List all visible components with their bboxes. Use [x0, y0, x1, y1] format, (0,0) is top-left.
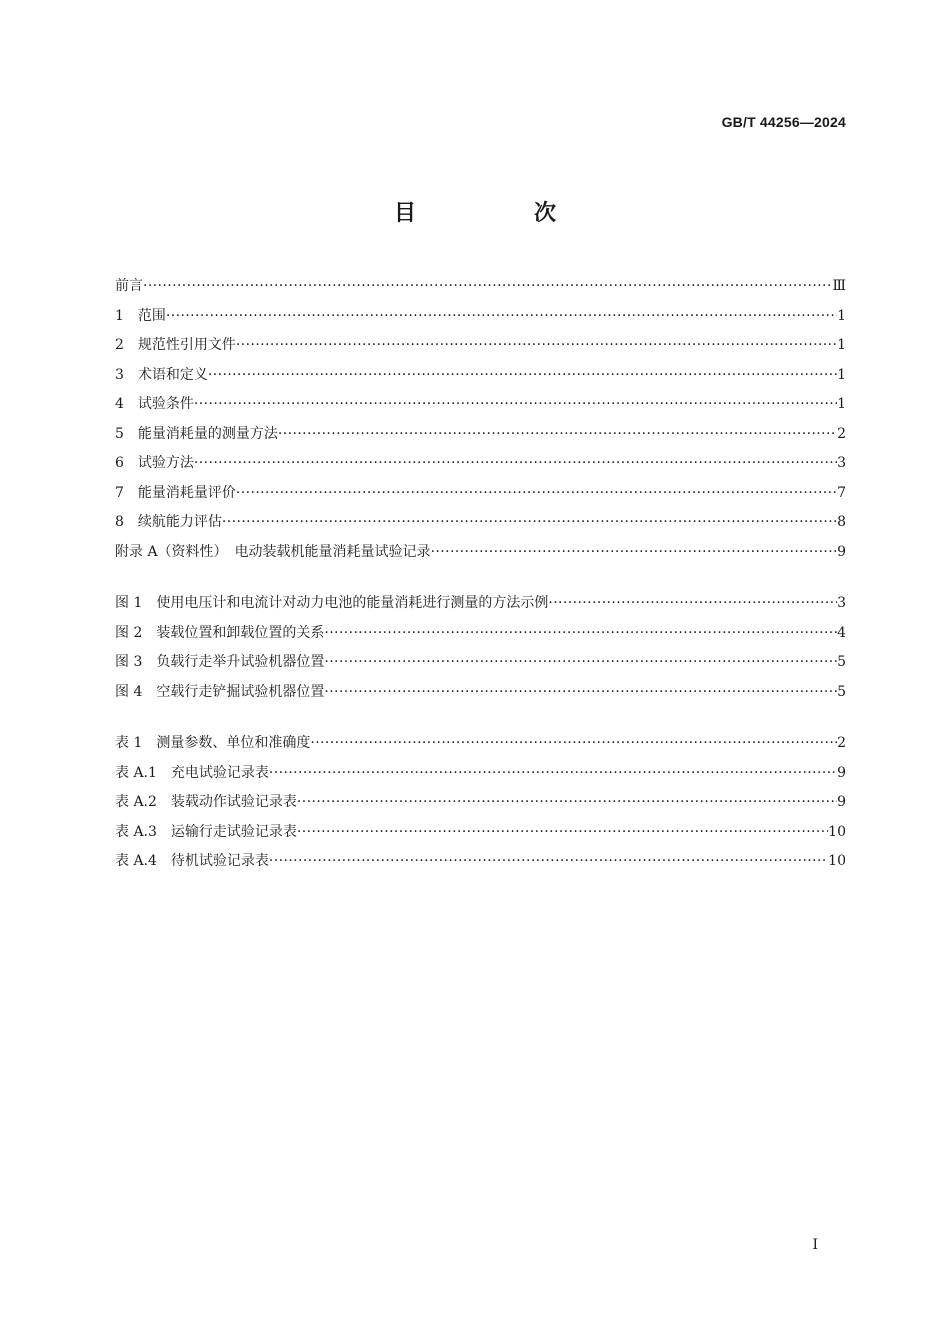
dot-leader	[222, 508, 837, 538]
toc-entry-table-a4[interactable]	[115, 847, 846, 877]
toc-entry-label: 电动装载机能量消耗量试验记录	[234, 543, 431, 560]
toc-entry-label: 空载行走铲掘试验机器位置	[156, 683, 325, 700]
dot-leader	[269, 847, 828, 877]
dot-leader	[431, 538, 838, 568]
toc-entry-page: 10	[828, 853, 846, 869]
toc-group-tables	[115, 729, 846, 877]
dot-leader	[269, 759, 837, 789]
dot-leader	[310, 729, 837, 759]
toc-entry-label: 术语和定义	[137, 366, 208, 383]
dot-leader	[324, 678, 837, 708]
dot-leader	[236, 331, 837, 361]
toc-entry-label: 范围	[137, 307, 166, 324]
toc-entry-number: 表 A.3	[115, 823, 171, 840]
toc-entry-table-a3[interactable]	[115, 818, 846, 848]
toc-entry-scope[interactable]	[115, 302, 846, 332]
toc-entry-page: 5	[837, 654, 846, 670]
toc-entry-test-conditions[interactable]	[115, 390, 846, 420]
toc-entry-page: 7	[837, 484, 846, 501]
toc-entry-page: 2	[837, 425, 846, 442]
toc-entry-label: 装载位置和卸载位置的关系	[156, 624, 325, 641]
toc-entry-test-method[interactable]	[115, 449, 846, 479]
toc-entry-page: 3	[837, 595, 846, 611]
toc-entry-figure-3[interactable]	[115, 648, 846, 678]
toc-entry-foreword[interactable]	[115, 272, 846, 302]
toc-entry-measurement-method[interactable]	[115, 420, 846, 450]
toc-entry-evaluation[interactable]	[115, 479, 846, 509]
page-number: I	[812, 1237, 818, 1253]
toc-entry-terms[interactable]	[115, 361, 846, 391]
toc-entry-page: 4	[837, 624, 846, 641]
toc-entry-number: 4	[115, 396, 138, 412]
dot-leader	[194, 390, 837, 420]
toc-entry-label: 前言	[115, 278, 143, 294]
toc-entry-figure-2[interactable]	[115, 619, 846, 649]
toc-entry-number: 1	[115, 307, 138, 324]
toc-entry-label: 续航能力评估	[137, 514, 222, 530]
toc-entry-page: 9	[837, 543, 846, 560]
toc-entry-label: 试验方法	[137, 455, 194, 471]
toc-entry-number: 3	[115, 366, 138, 383]
toc-entry-page: 1	[837, 337, 846, 353]
toc-entry-normative-references[interactable]	[115, 331, 846, 361]
toc-entry-page: 1	[837, 307, 846, 324]
toc-entry-number: 图 1	[115, 595, 157, 611]
toc-entry-page: 9	[837, 794, 846, 810]
toc-entry-page: 3	[837, 455, 846, 471]
toc-entry-label: 待机试验记录表	[170, 853, 269, 869]
toc-entry-label: 负载行走举升试验机器位置	[156, 654, 325, 670]
toc-entry-label: 能量消耗量的测量方法	[137, 425, 278, 442]
toc-entry-label: 运输行走试验记录表	[170, 823, 297, 840]
toc-entry-label: 装载动作试验记录表	[170, 794, 297, 810]
toc-entry-page: 2	[837, 735, 846, 751]
toc-entry-page: 8	[837, 514, 846, 530]
toc-entry-annex-a[interactable]	[115, 538, 846, 568]
toc-group-chapters	[115, 272, 846, 567]
toc-entry-table-a1[interactable]	[115, 759, 846, 789]
toc-entry-number: 图 3	[115, 654, 157, 670]
toc-entry-label: 使用电压计和电流计对动力电池的能量消耗进行测量的方法示例	[156, 595, 549, 611]
toc-entry-number: 附录 A（资料性）	[115, 543, 235, 560]
dot-leader	[208, 361, 837, 391]
dot-leader	[143, 272, 832, 302]
dot-leader	[278, 420, 837, 450]
toc-entry-label: 规范性引用文件	[137, 337, 236, 353]
toc-entry-figure-1[interactable]	[115, 589, 846, 619]
toc-entry-number: 表 A.4	[115, 853, 171, 869]
toc-entry-label: 能量消耗量评价	[137, 484, 236, 501]
toc-group-figures	[115, 589, 846, 707]
dot-leader	[297, 788, 837, 818]
toc-entry-page: 5	[837, 683, 846, 700]
toc-entry-number: 2	[115, 337, 138, 353]
toc-entry-table-1[interactable]	[115, 729, 846, 759]
toc-entry-number: 表 A.2	[115, 794, 171, 810]
toc-entry-number: 表 1	[115, 735, 157, 751]
toc-entry-page: 1	[837, 396, 846, 412]
toc-entry-number: 6	[115, 455, 138, 471]
toc-entry-label: 测量参数、单位和准确度	[156, 735, 311, 751]
dot-leader	[324, 619, 837, 649]
dot-leader	[297, 818, 828, 848]
toc-entry-number: 图 2	[115, 624, 157, 641]
dot-leader	[236, 479, 837, 509]
dot-leader	[166, 302, 837, 332]
dot-leader	[548, 589, 837, 619]
toc-entry-page: Ⅲ	[832, 278, 846, 294]
toc-entry-label: 试验条件	[137, 396, 194, 412]
standard-code: GB/T 44256—2024	[721, 114, 846, 130]
toc-entry-page: 10	[828, 823, 846, 840]
toc-entry-number: 表 A.1	[115, 764, 171, 781]
toc-entry-figure-4[interactable]	[115, 678, 846, 708]
toc-entry-label: 充电试验记录表	[170, 764, 269, 781]
toc-entry-number: 5	[115, 425, 138, 442]
toc-entry-endurance[interactable]	[115, 508, 846, 538]
toc-entry-table-a2[interactable]	[115, 788, 846, 818]
toc-entry-page: 9	[837, 764, 846, 781]
dot-leader	[324, 648, 837, 678]
toc-entry-number: 7	[115, 484, 138, 501]
dot-leader	[194, 449, 837, 479]
table-of-contents	[115, 272, 846, 877]
toc-entry-number: 8	[115, 514, 138, 530]
page-title: 目 次	[393, 201, 604, 226]
toc-entry-number: 图 4	[115, 683, 157, 700]
toc-entry-page: 1	[837, 366, 846, 383]
